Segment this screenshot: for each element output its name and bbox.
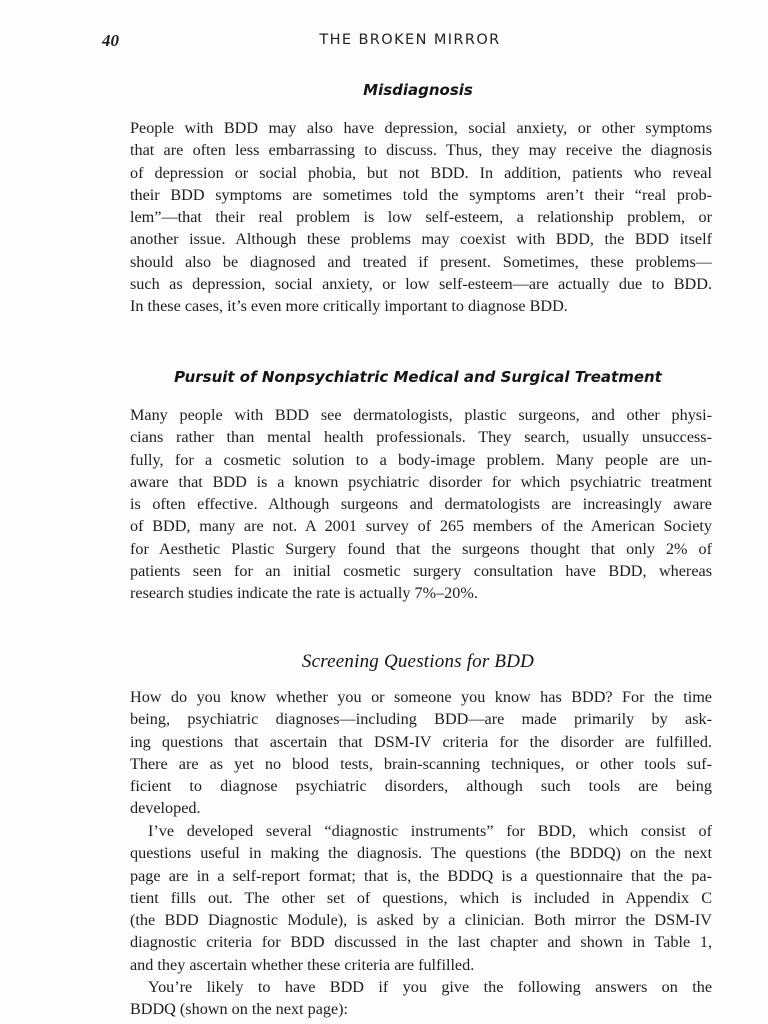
paragraph-screening-intro — [130, 686, 712, 820]
text-line: should also be diagnosed and treated if present. Sometimes, these problems— — [130, 252, 712, 271]
text-line: and they ascertain whether these criteria are fulfilled. — [130, 955, 475, 974]
text-line: of BDD, many are not. A 2001 survey of 265 members of the American Society — [130, 517, 712, 536]
section-heading-misdiagnosis: Misdiagnosis — [363, 81, 473, 99]
text-line: BDDQ (shown on the next page): — [130, 1000, 349, 1019]
running-head — [100, 31, 720, 55]
text-line: of depression or social phobia, but not BDD. In addition, patients who reveal — [130, 163, 712, 182]
paragraph-misdiagnosis — [130, 117, 712, 318]
text-line: (the BDD Diagnostic Module), is asked by a clinician. Both mirror the DSM-IV — [130, 911, 712, 930]
paragraph-bddq-answers — [130, 976, 712, 1021]
text-line: is often effective. Although surgeons and dermatologists are increasingly aware — [130, 495, 712, 514]
section-heading-screening-questions: Screening Questions for BDD — [301, 651, 535, 672]
text-line: patients seen for an initial cosmetic surgery consultation have BDD, whereas — [130, 562, 712, 581]
text-line: cians rather than mental health professionals. They search, usually unsuccess- — [130, 428, 712, 447]
text-line: that are often less embarrassing to discuss. Thus, they may receive the diagnosis — [130, 141, 712, 160]
text-line: such as depression, social anxiety, or low self-esteem—are actually due to BDD. — [130, 275, 712, 294]
text-line: being, psychiatric diagnoses—including BDD—are made primarily by ask- — [130, 710, 712, 729]
text-line: research studies indicate the rate is actually 7%–20%. — [130, 584, 478, 603]
text-line: There are as yet no blood tests, brain-scanning techniques, or other tools suf- — [130, 754, 712, 773]
page-number: 40 — [102, 31, 119, 50]
text-line: page are in a self-report format; that is, the BDDQ is a questionnaire that the pa- — [130, 866, 712, 885]
text-line: I’ve developed several “diagnostic instruments” for BDD, which consist of — [148, 822, 712, 840]
text-line: ficient to diagnose psychiatric disorders, although such tools are being — [130, 777, 712, 796]
paragraph-nonpsychiatric-treatment — [130, 404, 712, 605]
text-line: tient fills out. The other set of questions, which is included in Appendix C — [130, 888, 712, 907]
text-line: diagnostic criteria for BDD discussed in the last chapter and shown in Table 1, — [130, 933, 712, 952]
text-line: How do you know whether you or someone you know has BDD? For the time — [130, 688, 712, 706]
text-line: ing questions that ascertain that DSM-IV criteria for the disorder are fulfilled. — [130, 732, 712, 751]
text-line: Many people with BDD see dermatologists, plastic surgeons, and other physi- — [130, 406, 712, 424]
section-heading-nonpsychiatric-treatment: Pursuit of Nonpsychiatric Medical and Surgical Treatment — [174, 368, 662, 386]
text-line: aware that BDD is a known psychiatric disorder for which psychiatric treatment — [130, 472, 712, 491]
text-line: In these cases, it’s even more critically important to diagnose BDD. — [130, 297, 568, 316]
book-title: THE BROKEN MIRROR — [319, 32, 501, 48]
text-line: fully, for a cosmetic solution to a body-image problem. Many people are un- — [130, 450, 712, 469]
text-line: another issue. Although these problems may coexist with BDD, the BDD itself — [130, 230, 712, 249]
text-line: lem”—that their real problem is low self-esteem, a relationship problem, or — [130, 208, 712, 227]
text-line: questions useful in making the diagnosis. The questions (the BDDQ) on the next — [130, 844, 712, 863]
text-line: developed. — [130, 799, 201, 818]
text-line: for Aesthetic Plastic Surgery found that the surgeons thought that only 2% of — [130, 539, 712, 558]
text-line: You’re likely to have BDD if you give the following answers on the — [148, 978, 712, 996]
text-line: People with BDD may also have depression, social anxiety, or other symptoms — [130, 119, 712, 137]
paragraph-diagnostic-instruments — [130, 820, 712, 976]
text-line: their BDD symptoms are sometimes told the symptoms aren’t their “real prob- — [130, 185, 712, 204]
